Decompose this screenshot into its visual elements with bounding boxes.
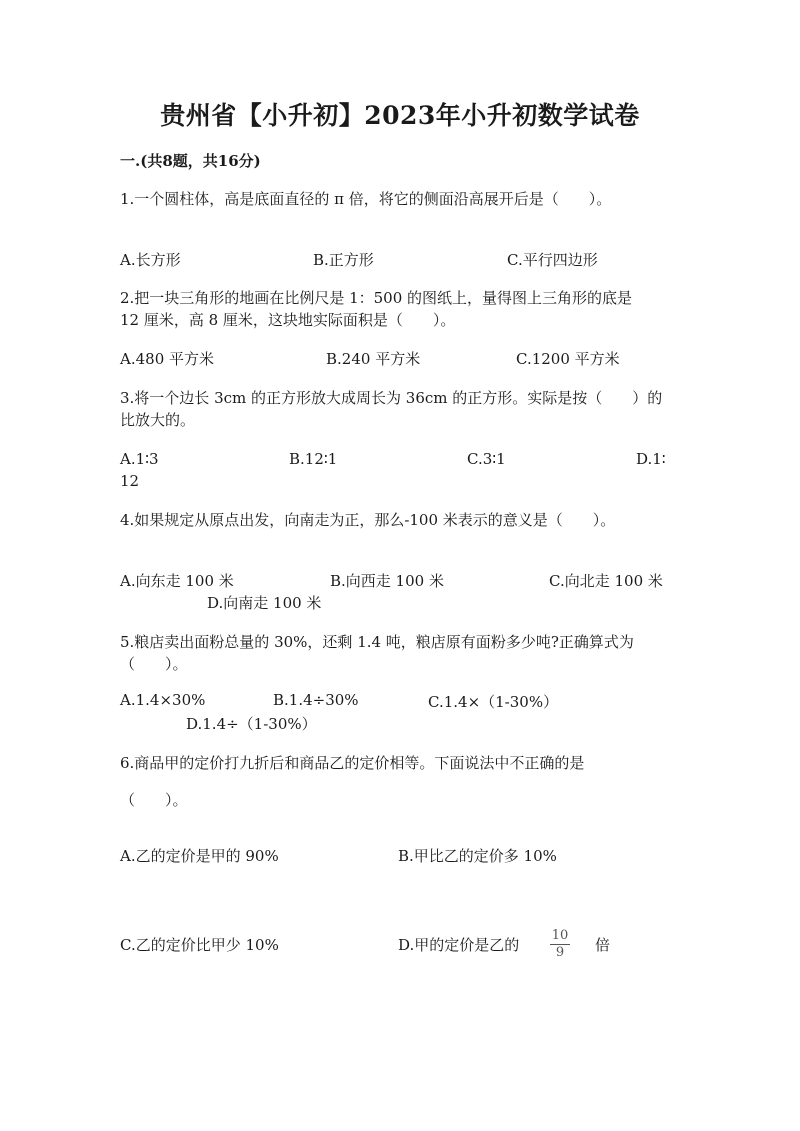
question-5-option-d: D.1.4÷（1-30%） [186,715,317,733]
question-3-option-d: D.1∶ [636,450,666,468]
question-6-text-line2: （ ）。 [120,791,188,809]
fraction-ten-ninths [550,929,570,960]
question-4-text: 4.如果规定从原点出发，向南走为正，那么-100 米表示的意义是（ ）。 [120,511,616,529]
question-4-option-b: B.向西走 100 米 [330,572,444,590]
question-5-text-line2: （ ）。 [120,655,188,673]
question-6-option-d-suffix: 倍 [595,936,611,954]
question-6-option-d: D.甲的定价是乙的 [398,936,520,954]
fraction-denominator: 9 [555,945,565,960]
question-3-text-line2: 比放大的。 [120,411,196,429]
question-6-option-b: B.甲比乙的定价多 10% [398,847,557,865]
question-3-option-d-wrap: 12 [120,472,140,490]
question-4-option-c: C.向北走 100 米 [549,572,663,590]
question-2-option-a: A.480 平方米 [120,350,214,368]
question-2-option-b: B.240 平方米 [326,350,421,368]
question-5-option-b: B.1.4÷30% [273,691,359,709]
question-6-text-line1: 6.商品甲的定价打九折后和商品乙的定价相等。下面说法中不正确的是 [120,754,585,772]
question-5-text-line1: 5.粮店卖出面粉总量的 30%，还剩 1.4 吨，粮店原有面粉多少吨?正确算式为 [120,633,634,651]
question-3-option-b: B.12∶1 [289,450,338,468]
question-1-option-a: A.长方形 [120,251,181,269]
question-6-option-a: A.乙的定价是甲的 90% [120,847,279,865]
question-4-option-a: A.向东走 100 米 [120,572,234,590]
question-4-option-d: D.向南走 100 米 [207,594,322,612]
fraction-numerator: 10 [551,928,569,943]
question-2-text-line2: 12 厘米，高 8 厘米，这块地实际面积是（ ）。 [120,311,456,329]
question-2-text-line1: 2.把一块三角形的地画在比例尺是 1：500 的图纸上，量得图上三角形的底是 [120,289,633,307]
question-1-option-b: B.正方形 [313,251,374,269]
question-6-option-c: C.乙的定价比甲少 10% [120,936,279,954]
question-5-option-c: C.1.4×（1-30%） [428,693,559,711]
question-1-option-c: C.平行四边形 [507,251,598,269]
question-5-option-a: A.1.4×30% [120,691,206,709]
section-heading: 一.(共8题，共16分) [120,152,261,170]
question-1-text: 1.一个圆柱体，高是底面直径的 π 倍，将它的侧面沿高展开后是（ ）。 [120,190,612,208]
question-2-option-c: C.1200 平方米 [516,350,620,368]
question-3-option-a: A.1∶3 [120,450,159,468]
page-title: 贵州省【小升初】2023年小升初数学试卷 [160,101,640,130]
question-3-text-line1: 3.将一个边长 3cm 的正方形放大成周长为 36cm 的正方形。实际是按（ ）的 [120,389,663,407]
question-3-option-c: C.3∶1 [467,450,506,468]
